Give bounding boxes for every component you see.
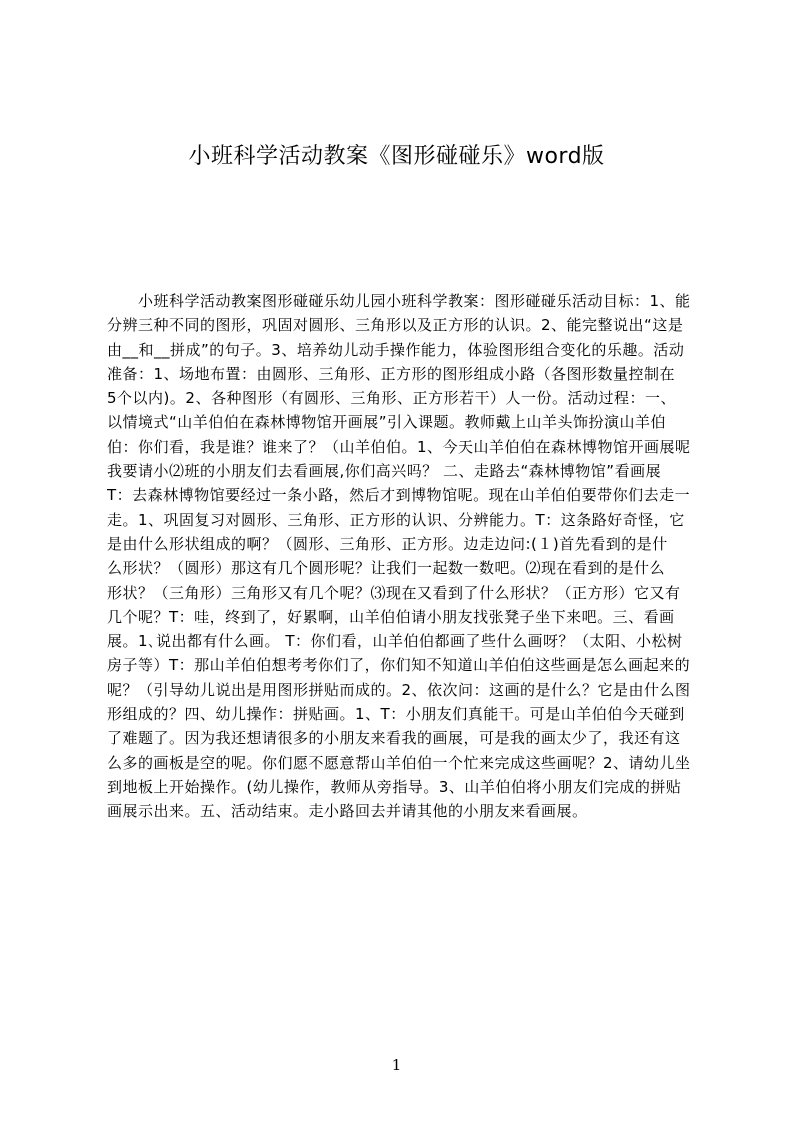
document-body — [107, 289, 698, 824]
body-line: 形组成的？四、幼儿操作：拼贴画。1、T：小朋友们真能干。可是山羊伯伯今天碰到 — [107, 705, 685, 724]
body-line: 伯：你们看，我是谁？谁来了？（山羊伯伯。1、今天山羊伯伯在森林博物馆开画展呢 — [107, 437, 691, 456]
body-line: 房子等）T：那山羊伯伯想考考你们了，你们知不知道山羊伯伯这些画是怎么画起来的 — [107, 656, 691, 675]
body-line: 了难题了。因为我还想请很多的小朋友来看我的画展，可是我的画太少了，我还有这 — [107, 729, 681, 748]
body-line: 以情境式“山羊伯伯在森林博物馆开画展”引入课题。教师戴上山羊头饰扮演山羊伯 — [107, 413, 667, 432]
body-line: 么多的画板是空的呢。你们愿不愿意帮山羊伯伯一个忙来完成这些画呢？2、请幼儿坐 — [107, 753, 691, 772]
body-line: 呢？（引导幼儿说出是用图形拼贴而成的。2、依次问：这画的是什么？它是由什么图 — [107, 680, 691, 699]
body-line: 5个以内)。2、各种图形（有圆形、三角形、正方形若干）人一份。活动过程：一、 — [107, 389, 676, 408]
page-number: 1 — [391, 1056, 402, 1074]
body-line: 小班科学活动教案图形碰碰乐幼儿园小班科学教案：图形碰碰乐活动目标：1、能 — [107, 292, 691, 310]
body-line: 画展示出来。五、活动结束。走小路回去并请其他的小朋友来看画展。 — [107, 802, 588, 821]
body-line: 分辨三种不同的图形，巩固对圆形、三角形以及正方形的认识。2、能完整说出“这是 — [107, 316, 684, 335]
body-line: 由__和__拼成”的句子。3、培养幼儿动手操作能力，体验图形组合变化的乐趣。活动 — [107, 340, 685, 359]
body-line: 准备：1、场地布置：由圆形、三角形、正方形的图形组成小路（各图形数量控制在 — [107, 364, 676, 383]
body-line: 我要请小⑵班的小朋友们去看画展,你们高兴吗？ 二、走路去“森林博物馆”看画展 — [107, 462, 662, 481]
body-line: 是由什么形状组成的啊？（圆形、三角形、正方形。边走边问:(１)首先看到的是什 — [107, 534, 668, 553]
body-line: 展。1､说出都有什么画。 T：你们看，山羊伯伯都画了些什么画呀？（太阳、小松树 — [107, 632, 683, 651]
body-line: 么形状？（圆形）那这有几个圆形呢？让我们一起数一数吧。⑵现在看到的是什么 — [107, 559, 666, 578]
body-line: 形状？（三角形）三角形又有几个呢？⑶现在又看到了什么形状？（正方形）它又有 — [107, 583, 681, 602]
body-line: 走。1、巩固复习对圆形、三角形、正方形的认识、分辨能力。T：这条路好奇怪，它 — [107, 510, 685, 529]
body-line: T：去森林博物馆要经过一条小路，然后才到博物馆呢。现在山羊伯伯要带你们去走一 — [107, 486, 691, 505]
body-line: 几个呢？T：哇，终到了，好累啊，山羊伯伯请小朋友找张凳子坐下来吧。三、看画 — [107, 607, 675, 626]
document-title: 小班科学活动教案《图形碰碰乐》word版 — [188, 144, 605, 169]
body-line: 到地板上开始操作。(幼儿操作，教师从旁指导。3、山羊伯伯将小朋友们完成的拼贴 — [107, 777, 682, 796]
